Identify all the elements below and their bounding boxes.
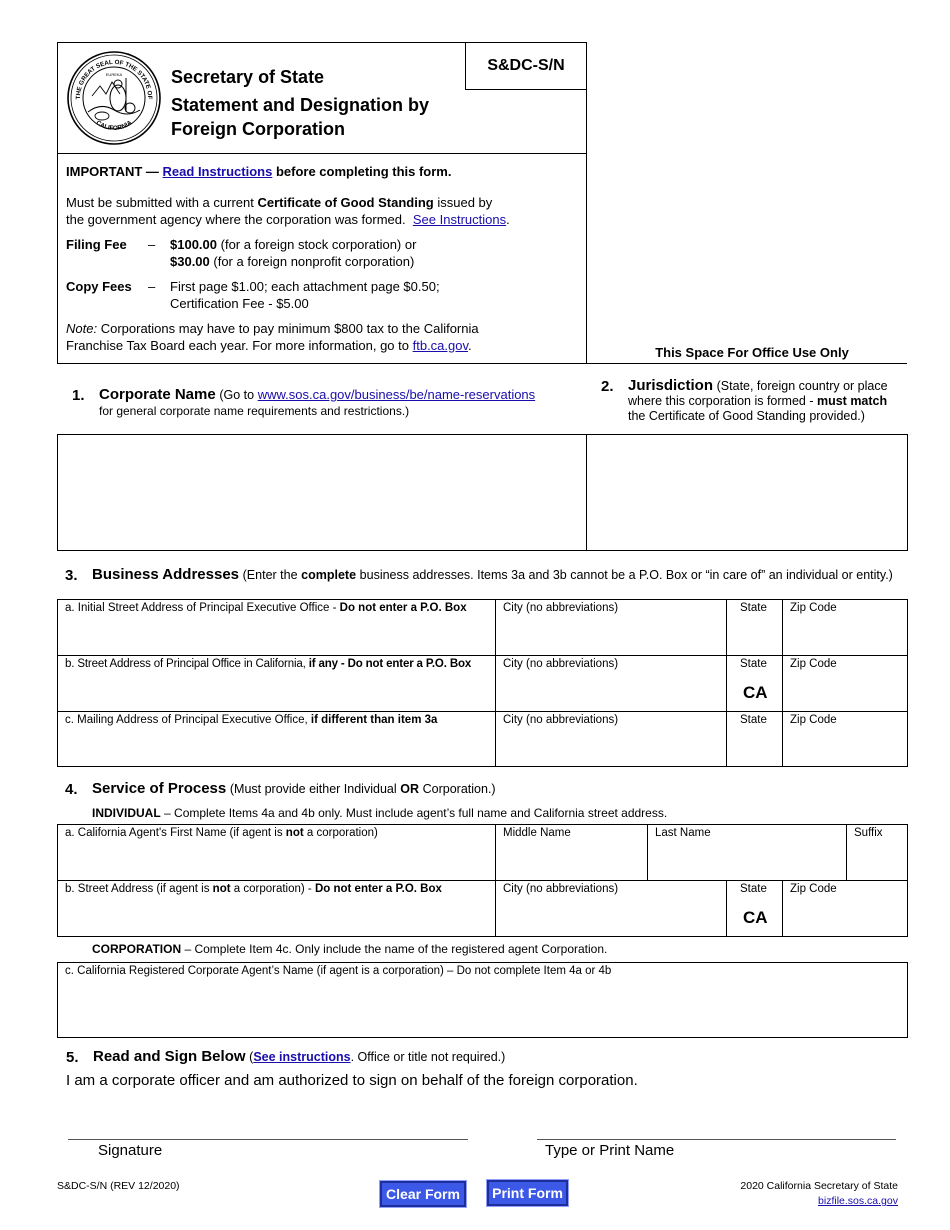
item1-number: 1. (72, 387, 85, 404)
last-name-label: Last Name (655, 827, 711, 839)
fee2-amount: $30.00 (170, 254, 210, 269)
city-label: City (no abbreviations) (503, 714, 619, 726)
filing-fee-2 (170, 254, 414, 269)
item4-text-suffix: Corporation.) (422, 782, 496, 796)
read-instructions-link[interactable]: Read Instructions (162, 164, 273, 179)
item4-text-prefix: (Must provide either Individual (229, 782, 397, 796)
item3-number: 3. (65, 567, 78, 584)
form-title-line2: Foreign Corporation (171, 119, 345, 139)
agent-first-name[interactable] (57, 824, 495, 880)
period: . (506, 212, 510, 227)
print-name-line[interactable] (537, 1139, 896, 1140)
item1-title: Corporate Name (99, 386, 216, 403)
row-3b-label: b. Street Address of Principal Office in California, (65, 658, 306, 670)
address-3a-zip[interactable] (782, 599, 908, 655)
corporate-agent-label: c. California Registered Corporate Agent’s Name (if agent is a corporation) – Do not complete Item 4a or 4b (65, 965, 612, 977)
note-line2 (66, 338, 472, 353)
ftb-link[interactable]: ftb.ca.gov (412, 338, 469, 353)
individual-text: – Complete Items 4a and 4b only. Must include agent’s full name and California street address. (164, 806, 668, 820)
item2-title: Jurisdiction (628, 377, 714, 394)
jurisdiction-input[interactable] (586, 434, 908, 551)
row-3b-bold: if any - Do not enter a P.O. Box (308, 658, 472, 670)
copy-fees-dash: – (148, 279, 156, 294)
important-prefix: IMPORTANT — (66, 164, 159, 179)
note-text2: Franchise Tax Board each year. For more information, go to (66, 338, 409, 353)
note-line1 (66, 321, 479, 336)
print-form-button[interactable]: Print Form (487, 1180, 568, 1206)
row-4a-label: a. California Agent's First Name (if agent is (65, 827, 283, 839)
corporation-label: CORPORATION (92, 942, 182, 956)
agency-name: Secretary of State (171, 67, 325, 87)
address-3c-street[interactable] (57, 711, 495, 767)
row-4b-bold: Do not enter a P.O. Box (314, 883, 442, 895)
item2-line1: (State, foreign country or place (716, 379, 888, 393)
address-3a-city[interactable] (495, 599, 726, 655)
agent-zip[interactable] (782, 880, 908, 937)
seal-icon (66, 50, 162, 146)
row-3c-label: c. Mailing Address of Principal Executive Office, (65, 714, 308, 726)
svg-text:THE GREAT SEAL OF THE STATE OF: THE GREAT SEAL OF THE STATE OF (74, 58, 154, 100)
zip-label: Zip Code (790, 602, 837, 614)
item5-text-suffix: . Office or title not required.) (350, 1050, 506, 1064)
copy-fee-line1: First page $1.00; each attachment page $0.50; (170, 279, 440, 294)
item2-must-match: must match (816, 394, 888, 408)
row-4b-not: not (212, 883, 231, 895)
office-use-line (587, 363, 907, 364)
agent-last-name[interactable] (647, 824, 846, 880)
agent-middle-name[interactable] (495, 824, 647, 880)
agent-street-address[interactable] (57, 880, 495, 937)
corporation-text: – Complete Item 4c. Only include the name of the registered agent Corporation. (184, 942, 608, 956)
item3-heading (92, 566, 893, 583)
row-3a-bold: Do not enter a P.O. Box (339, 602, 467, 614)
item5-number: 5. (66, 1049, 79, 1066)
svg-text:CALIFORNIA: CALIFORNIA (94, 119, 134, 133)
corporate-name-input[interactable] (57, 434, 587, 551)
item1-text-prefix: (Go to (219, 388, 255, 402)
item4-or: OR (400, 782, 419, 796)
copyright: 2020 California Secretary of State (740, 1180, 898, 1192)
item5-paren: ( (249, 1050, 254, 1064)
item2-number: 2. (601, 378, 614, 395)
print-name-label: Type or Print Name (545, 1142, 675, 1159)
item4-heading (92, 780, 496, 797)
address-3a-street[interactable] (57, 599, 495, 655)
state-ca-value: CA (743, 683, 768, 702)
state-ca-value: CA (743, 908, 768, 927)
filing-fee-1 (170, 237, 416, 252)
item4-number: 4. (65, 781, 78, 798)
row-4a-end: a corporation) (306, 827, 378, 839)
signature-line[interactable] (68, 1139, 468, 1140)
row-4a-not: not (285, 827, 304, 839)
fee2-text: (for a foreign nonprofit corporation) (213, 254, 415, 269)
city-label: City (no abbreviations) (503, 658, 619, 670)
row-3a-label: a. Initial Street Address of Principal Executive Office - (65, 602, 337, 614)
corporation-instructions (92, 942, 607, 956)
individual-label: INDIVIDUAL (92, 806, 161, 820)
middle-name-label: Middle Name (503, 827, 571, 839)
officer-statement: I am a corporate officer and am authorized to sign on behalf of the foreign corporation. (66, 1072, 638, 1089)
item2-heading (628, 377, 888, 394)
row-4b-label: b. Street Address (if agent is (65, 883, 210, 895)
suffix-label: Suffix (854, 827, 883, 839)
row-3c-bold: if different than item 3a (310, 714, 438, 726)
zip-label: Zip Code (790, 714, 837, 726)
row-4b-mid: a corporation) - (233, 883, 312, 895)
form-revision: S&DC-S/N (REV 12/2020) (57, 1180, 180, 1192)
important-suffix: before completing this form. (275, 164, 452, 179)
good-standing-line2 (66, 212, 510, 227)
address-3c-zip[interactable] (782, 711, 908, 767)
item3-text-prefix: (Enter the (242, 568, 298, 582)
item2-line2-prefix: where this corporation is formed - (628, 394, 814, 408)
state-label: State (740, 602, 767, 614)
state-label: State (740, 658, 767, 670)
item2-line2 (628, 394, 887, 408)
clear-form-button[interactable]: Clear Form (380, 1181, 466, 1207)
agent-suffix[interactable] (846, 824, 908, 880)
header-divider (57, 153, 587, 154)
good-standing-line1 (66, 195, 492, 210)
fee1-amount: $100.00 (170, 237, 217, 252)
filing-fee-label: Filing Fee (66, 237, 127, 252)
address-3c-state[interactable] (726, 711, 782, 767)
state-label: State (740, 883, 767, 895)
zip-label: Zip Code (790, 658, 837, 670)
office-use-label: This Space For Office Use Only (655, 345, 849, 360)
city-label: City (no abbreviations) (503, 602, 619, 614)
address-3b-street[interactable] (57, 655, 495, 711)
svg-text:EUREKA: EUREKA (105, 72, 123, 77)
individual-instructions (92, 806, 667, 820)
copy-fee-line2: Certification Fee - $5.00 (170, 296, 309, 311)
signature-label: Signature (98, 1142, 163, 1159)
address-3b-city[interactable] (495, 655, 726, 711)
agent-city[interactable] (495, 880, 726, 937)
item1-heading (99, 386, 535, 403)
zip-label: Zip Code (790, 883, 837, 895)
item1-text-line2: for general corporate name requirements and restrictions.) (99, 404, 410, 418)
note-text1: Corporations may have to pay minimum $800 tax to the California (100, 321, 479, 336)
item5-title: Read and Sign Below (93, 1048, 246, 1065)
note-end: . (468, 338, 472, 353)
fee1-text: (for a foreign stock corporation) or (220, 237, 417, 252)
see-instructions-link[interactable]: See Instructions (412, 212, 507, 227)
copy-fees-label: Copy Fees (66, 279, 132, 294)
form-code: S&DC-S/N (487, 57, 565, 74)
item3-complete: complete (301, 568, 357, 582)
name-reservations-link[interactable]: www.sos.ca.gov/business/be/name-reservations (257, 387, 536, 402)
bizfile-link[interactable]: bizfile.sos.ca.gov (818, 1195, 898, 1207)
item5-see-instructions-link[interactable]: See instructions (253, 1050, 351, 1064)
address-3b-zip[interactable] (782, 655, 908, 711)
important-line (66, 164, 451, 179)
good-standing-bold: Certificate of Good Standing (257, 195, 434, 210)
address-3c-city[interactable] (495, 711, 726, 767)
note-label: Note: (66, 321, 98, 336)
address-3a-state[interactable] (726, 599, 782, 655)
good-standing-text: Must be submitted with a current (66, 195, 254, 210)
good-standing-text3: the government agency where the corporation was formed. (66, 212, 406, 227)
city-label: City (no abbreviations) (503, 883, 619, 895)
item3-text-suffix: business addresses. Items 3a and 3b cannot be a P.O. Box or “in care of” an individual or entity.) (359, 568, 893, 582)
item4-title: Service of Process (92, 780, 227, 797)
good-standing-text2: issued by (437, 195, 493, 210)
filing-fee-dash: – (148, 237, 156, 252)
item5-heading (93, 1048, 505, 1065)
form-title-line1: Statement and Designation by (171, 95, 430, 115)
item3-title: Business Addresses (92, 566, 240, 583)
state-seal (66, 50, 162, 146)
item2-line3: the Certificate of Good Standing provided.) (628, 409, 865, 423)
state-label: State (740, 714, 767, 726)
